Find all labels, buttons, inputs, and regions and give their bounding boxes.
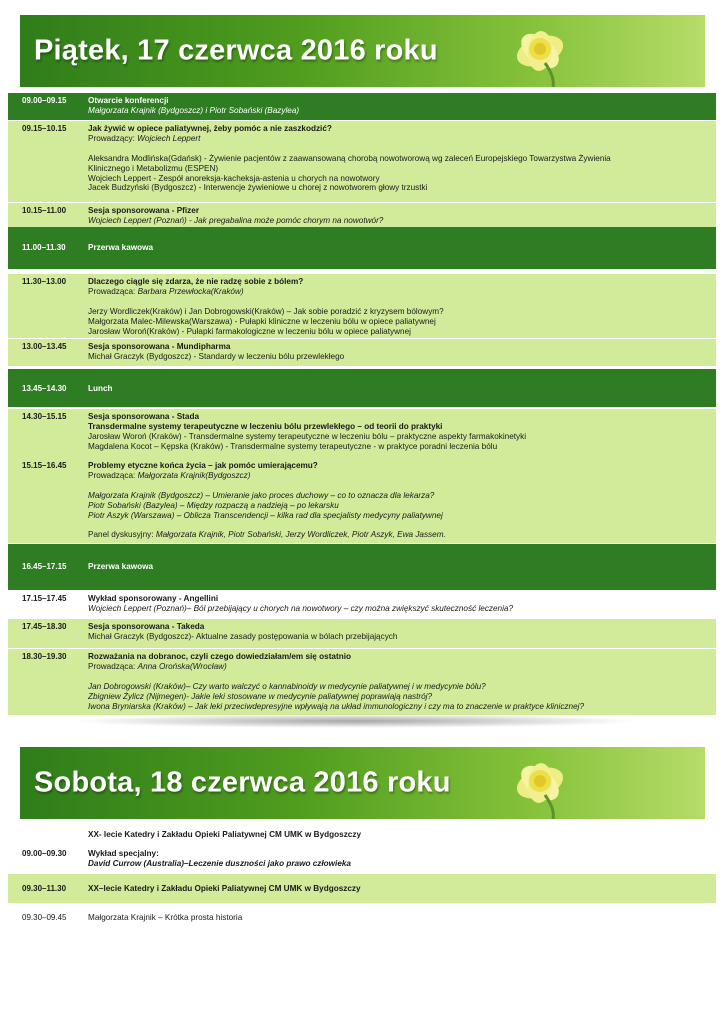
schedule-row-break: [8, 227, 716, 269]
speaker-line: Wojciech Leppert - Zespół anoreksja-kacheksja-astenia u chorych na nowotwory: [88, 173, 380, 183]
session-title: Dlaczego ciągle się zdarza, że nie radzę sobie z bólem?: [88, 277, 304, 286]
time-slot: 13.00–13.45: [22, 342, 67, 351]
moderator-line: Prowadząca: Małgorzata Krajnik(Bydgoszcz): [88, 470, 251, 480]
schedule-row: [8, 874, 716, 903]
session-title: Sesja sponsorowana - Mundipharma: [88, 342, 231, 351]
session-subtitle: Transdermalne systemy terapeutyczne w leczeniu bólu przewlekłego – od teorii do praktyki: [88, 421, 443, 431]
moderator-name: Barbara Przewłocka(Kraków): [137, 286, 244, 296]
speaker-line: Iwona Bryniarska (Kraków) – Jak leki przeciwdepresyjne wpływają na układ immunologiczny i czy ma to znaczenie w praktyce klinicznej?: [88, 701, 585, 711]
session-title: Sesja sponsorowana - Pfizer: [88, 206, 200, 215]
moderator-name: Anna Orońska(Wrocław): [137, 661, 227, 671]
panel-names: Małgorzata Krajnik, Piotr Sobański, Jerzy Wordliczek, Piotr Aszyk, Ewa Jassem.: [155, 530, 446, 540]
time-slot: 15.15–16.45: [22, 461, 67, 470]
speaker-line: Jacek Budzyński (Bydgoszcz) - Interwencje żywieniowe u chorej z nowotworem głowy trzustki: [88, 183, 428, 193]
schedule-row: [8, 591, 716, 619]
session-title: Jak żywić w opiece paliatywnej, żeby pomóc a nie zaszkodzić?: [88, 124, 332, 133]
daffodil-icon: [495, 747, 585, 819]
daffodil-icon: [495, 15, 585, 87]
session-title: Rozważania na dobranoc, czyli czego dowiedziałam/em się ostatnio: [88, 652, 351, 661]
speaker-line: Piotr Sobański (Bazylea) – Między rozpaczą a nadzieją – po lekarsku: [88, 500, 339, 510]
speaker-line: Klinicznego i Metabolizmu (ESPEN): [88, 163, 219, 173]
speaker-line: Jan Dobrogowski (Kraków)– Czy warto walczyć o kannabinoidy w medycynie paliatywnej i w medycynie bólu?: [88, 681, 486, 691]
schedule-row: [8, 649, 716, 715]
schedule-row: [8, 339, 716, 366]
speaker-line: Małgorzata Krajnik (Bydgoszcz) i Piotr Sobański (Bazylea): [88, 105, 300, 115]
session-title: Wykład sponsorowany - Angellini: [88, 594, 219, 603]
session-title: Problemy etyczne końca życia – jak pomóc umierającemu?: [88, 461, 318, 470]
schedule-row: [8, 409, 716, 459]
moderator-line: Prowadząca: Barbara Przewłocka(Kraków): [88, 286, 244, 296]
schedule-row: [8, 458, 716, 543]
speaker-line: Jarosław Woroń (Kraków) - Transdermalne systemy terapeutyczne w leczeniu bólu – praktyczne aspekty farmakokinetyki: [88, 431, 527, 441]
session-title: Sesja sponsorowana - Stada: [88, 412, 200, 421]
session-title: XX–lecie Katedry i Zakładu Opieki Paliatywnej CM UMK w Bydgoszczy: [88, 884, 361, 893]
friday-banner: [20, 15, 705, 87]
schedule-row: [8, 203, 716, 229]
time-slot: 09.30–11.30: [22, 884, 67, 893]
moderator-name: Małgorzata Krajnik(Bydgoszcz): [137, 470, 251, 480]
speaker-line: Aleksandra Modlińska(Gdańsk) - Żywienie pacjentów z zaawansowaną chorobą nowotworową wg zaleceń Europejskiego Towarzystwa Żywienia: [88, 153, 611, 163]
saturday-title: Sobota, 18 czerwca 2016 roku: [34, 766, 451, 799]
friday-title: Piątek, 17 czerwca 2016 roku: [34, 34, 438, 67]
speaker-line: Michał Graczyk (Bydgoszcz)- Aktualne zasady postępowania w bólach przebijających: [88, 631, 398, 641]
time-slot: 13.45–14.30: [22, 384, 67, 393]
speaker-line: Małgorzata Krajnik – Krótka prosta historia: [88, 913, 243, 922]
schedule-row: [8, 827, 716, 845]
speaker-line: Wojciech Leppert (Poznań) - Jak pregabalina może pomóc chorym na nowotwór?: [88, 215, 384, 225]
time-slot: 09.15–10.15: [22, 124, 67, 133]
panel-line: Panel dyskusyjny: Małgorzata Krajnik, Piotr Sobański, Jerzy Wordliczek, Piotr Aszyk, Ewa Jassem.: [88, 530, 446, 540]
time-slot: 09.00–09.15: [22, 96, 67, 105]
time-slot: 14.30–15.15: [22, 412, 67, 421]
time-slot: 16.45–17.15: [22, 562, 67, 571]
break-label: Lunch: [88, 384, 113, 393]
schedule-row: [8, 846, 716, 874]
speaker-line: Jerzy Wordliczek(Kraków) i Jan Dobrogowski(Kraków) – Jak sobie poradzić z kryzysem bólowym?: [88, 306, 444, 316]
schedule-row: [8, 121, 716, 202]
time-slot: 11.30–13.00: [22, 277, 67, 286]
speaker-line: Piotr Aszyk (Warszawa) – Oblicza Transcendencji – kilka rad dla specjalisty medycyny paliatywnej: [88, 510, 443, 520]
schedule-row-break: [8, 544, 716, 590]
time-slot: 11.00–11.30: [22, 243, 66, 252]
session-title: Wykład specjalny:: [88, 849, 159, 858]
speaker-line: Wojciech Leppert (Poznań)– Ból przebijający u chorych na nowotwory – czy można zwiększyć skuteczność leczenia?: [88, 603, 514, 613]
speaker-line: Małgorzata Malec-Milewska(Warszawa) - Pułapki kliniczne w leczeniu bólu w opiece paliatywnej: [88, 316, 436, 326]
section-divider-shadow: [70, 714, 640, 728]
schedule-row: [8, 93, 716, 120]
session-title: Sesja sponsorowana - Takeda: [88, 622, 205, 631]
time-slot: 17.45–18.30: [22, 622, 67, 631]
break-label: Przerwa kawowa: [88, 243, 154, 252]
schedule-row: [8, 274, 716, 338]
speaker-line: Zbigniew Żylicz (Nijmegen)- Jakie leki stosowane w medycynie paliatywnej poprawiają nastrój?: [88, 691, 433, 701]
speaker-line: Małgorzata Krajnik (Bydgoszcz) – Umieranie jako proces duchowy – co to oznacza dla lekarza?: [88, 490, 435, 500]
speaker-line: Magdalena Kocot – Kępska (Kraków) - Transdermalne systemy terapeutyczne - w praktyce poradni leczenia bólu: [88, 441, 498, 451]
schedule-row: [8, 619, 716, 648]
moderator-name: Wojciech Leppert: [137, 133, 201, 143]
break-label: Przerwa kawowa: [88, 562, 154, 571]
saturday-banner: [20, 747, 705, 819]
time-slot: 09.00–09.30: [22, 849, 67, 858]
time-slot: 09.30–09.45: [22, 913, 67, 922]
time-slot: 18.30–19.30: [22, 652, 67, 661]
speaker-line: Michał Graczyk (Bydgoszcz) - Standardy w leczeniu bólu przewlekłego: [88, 351, 345, 361]
time-slot: 10.15–11.00: [22, 206, 67, 215]
speaker-line: Jarosław Woroń(Kraków) - Pułapki farmakologiczne w leczeniu bólu w opiece paliatywnej: [88, 326, 411, 336]
time-slot: 17.15–17.45: [22, 594, 67, 603]
session-title: Otwarcie konferencji: [88, 96, 169, 105]
schedule-row: [8, 910, 716, 928]
moderator-line: Prowadząca: Anna Orońska(Wrocław): [88, 661, 227, 671]
schedule-row-break: [8, 369, 716, 407]
session-title: XX- lecie Katedry i Zakładu Opieki Paliatywnej CM UMK w Bydgoszczy: [88, 830, 361, 839]
speaker-line: David Currow (Australia)–Leczenie duszności jako prawo człowieka: [88, 858, 351, 868]
moderator-line: Prowadzący: Wojciech Leppert: [88, 133, 201, 143]
